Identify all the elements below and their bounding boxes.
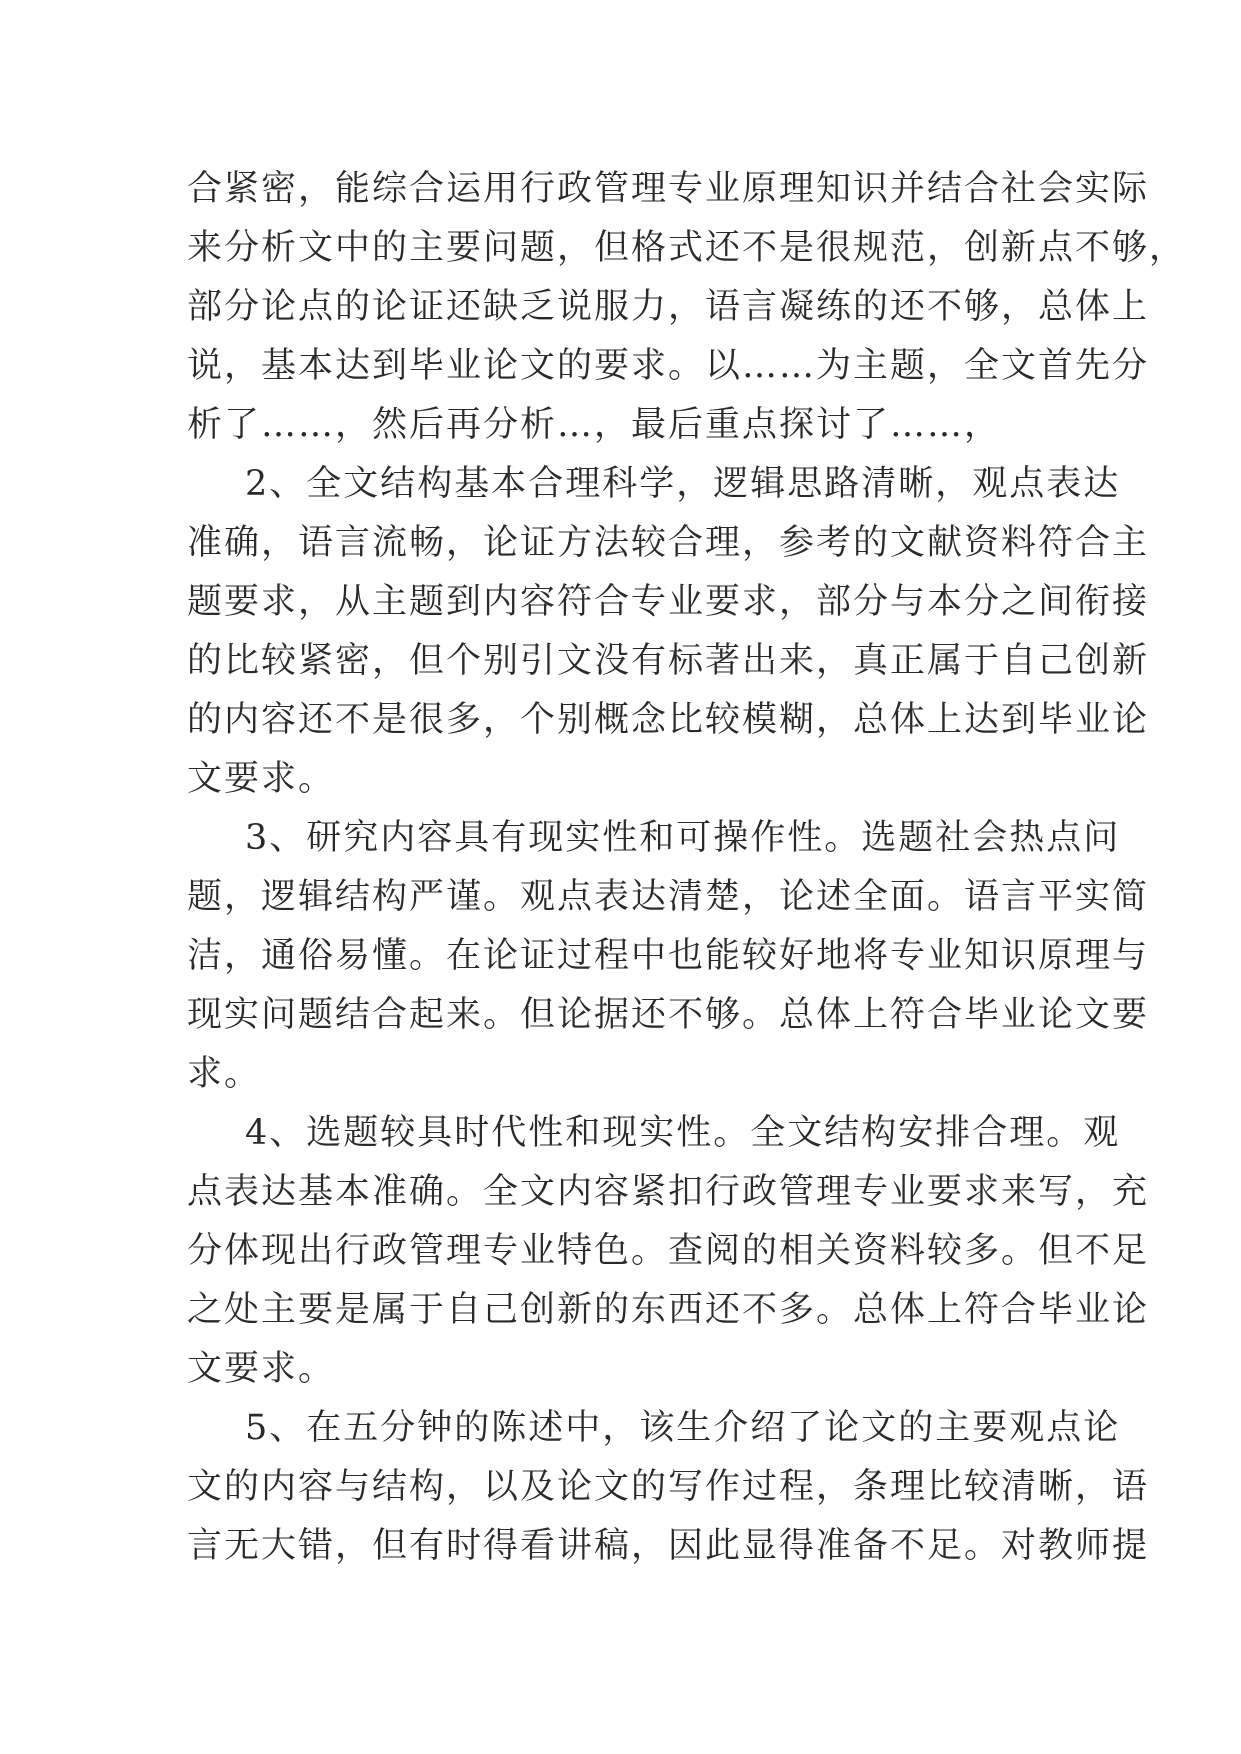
paragraph-4 (187, 1104, 1150, 1399)
text-line: 的内容还不是很多，个别概念比较模糊，总体上达到毕业论 (187, 700, 1150, 740)
text-line: 5、在五分钟的陈述中，该生介绍了论文的主要观点论 (245, 1408, 1121, 1448)
text-line: 现实问题结合起来。但论据还不够。总体上符合毕业论文要 (187, 995, 1150, 1035)
text-line: 3、研究内容具有现实性和可操作性。选题社会热点问 (245, 818, 1121, 858)
text-line: 题要求，从主题到内容符合专业要求，部分与本分之间衔接 (187, 582, 1150, 622)
text-line: 洁，通俗易懂。在论证过程中也能较好地将专业知识原理与 (187, 936, 1150, 976)
text-line: 析了……，然后再分析…，最后重点探讨了……， (187, 405, 1002, 445)
text-line: 文的内容与结构，以及论文的写作过程，条理比较清晰，语 (187, 1467, 1150, 1507)
paragraph-3 (187, 809, 1150, 1104)
text-line: 求。 (187, 1054, 262, 1094)
text-line: 合紧密，能综合运用行政管理专业原理知识并结合社会实际 (187, 169, 1150, 209)
paragraph-5 (187, 1399, 1150, 1576)
text-line: 分体现出行政管理专业特色。查阅的相关资料较多。但不足 (187, 1231, 1150, 1271)
text-line: 准确，语言流畅，论证方法较合理，参考的文献资料符合主 (187, 523, 1150, 563)
text-line: 说，基本达到毕业论文的要求。以……为主题，全文首先分 (187, 346, 1150, 386)
text-line: 言无大错，但有时得看讲稿，因此显得准备不足。对教师提 (187, 1526, 1150, 1566)
text-line: 文要求。 (187, 1349, 336, 1389)
paragraph-2 (187, 455, 1150, 809)
text-line: 之处主要是属于自己创新的东西还不多。总体上符合毕业论 (187, 1290, 1150, 1330)
text-line: 4、选题较具时代性和现实性。全文结构安排合理。观 (245, 1113, 1121, 1153)
text-line: 部分论点的论证还缺乏说服力，语言凝练的还不够，总体上 (187, 287, 1150, 327)
text-line: 2、全文结构基本合理科学，逻辑思路清晰，观点表达 (245, 464, 1121, 504)
document-body (187, 160, 1187, 1576)
text-line: 题，逻辑结构严谨。观点表达清楚，论述全面。语言平实简 (187, 877, 1150, 917)
text-line: 文要求。 (187, 759, 336, 799)
paragraph-1-continuation (187, 160, 1187, 455)
text-line: 的比较紧密，但个别引文没有标著出来，真正属于自己创新 (187, 641, 1150, 681)
text-line: 来分析文中的主要问题，但格式还不是很规范，创新点不够， (187, 228, 1187, 268)
text-line: 点表达基本准确。全文内容紧扣行政管理专业要求来写，充 (187, 1172, 1150, 1212)
